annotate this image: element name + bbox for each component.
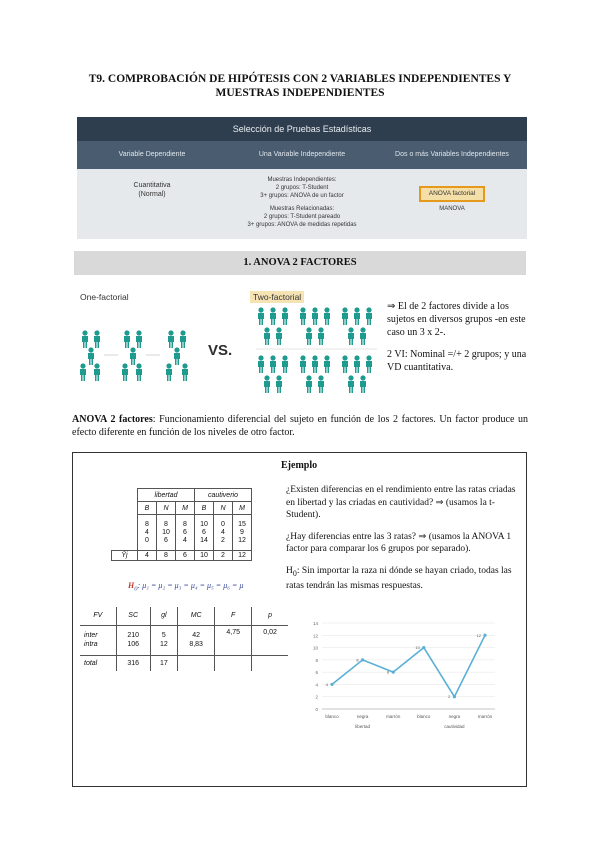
anova-header: gl	[150, 607, 178, 625]
anova-header: MC	[178, 607, 215, 625]
anova-mc: 42 8,83	[178, 625, 215, 655]
y-tick-label: 14	[312, 621, 318, 626]
mean-cell: 6	[176, 551, 195, 561]
col-one-iv: Una Variable Independiente	[258, 151, 346, 158]
manova-label: MANOVA	[439, 206, 465, 212]
one-iv-line: 3+ grupos: ANOVA de medidas repetidas	[247, 222, 357, 228]
one-iv-line: 2 grupos: T-Student pareado	[263, 214, 341, 220]
y-tick-label: 8	[315, 657, 318, 663]
vs-label: VS.	[208, 342, 233, 359]
null-hypothesis-formula: $H_0$: μ₁ = μ₂ = μ₃ = μ₄ = μ₅ = μ₆ = μ	[128, 581, 244, 593]
mean-cell: 12	[233, 551, 252, 561]
col-header: M	[233, 502, 252, 515]
group-label: libertad	[355, 724, 370, 729]
test-selection-table	[77, 117, 527, 239]
anova-total-label: total	[80, 655, 116, 671]
value-cell: 0 4 2	[214, 515, 233, 551]
col-two-iv: Dos o más Variables Independientes	[395, 151, 509, 158]
anova-total-gl: 17	[150, 655, 178, 671]
example-title: Ejemplo	[281, 460, 318, 471]
one-factorial-people-icon	[78, 325, 198, 385]
group-cautiverio: cautiverio	[195, 489, 252, 502]
mean-cell: 2	[214, 551, 233, 561]
mean-cell: 8	[157, 551, 176, 561]
data-label: 6	[386, 669, 390, 675]
data-label: 10	[415, 645, 420, 651]
anova-sc: 210 106	[116, 625, 150, 655]
col-header: B	[138, 502, 157, 515]
value-cell: 8 10 6	[157, 515, 176, 551]
col-header: N	[214, 502, 233, 515]
mean-cell: 10	[195, 551, 214, 561]
y-tick-label: 2	[315, 694, 318, 700]
example-text	[286, 484, 521, 592]
selection-body	[77, 169, 527, 239]
question-1: ¿Existen diferencias en el rendimiento entre las ratas criadas en libertad y las criadas en cautividad? ⇒ (usamos la t-Student).	[286, 485, 516, 520]
data-label: 12	[476, 632, 481, 638]
col-dependent: Variable Dependiente	[118, 151, 186, 158]
data-point	[392, 671, 395, 674]
col-header: M	[176, 502, 195, 515]
data-point	[330, 683, 333, 686]
data-label: 4	[325, 681, 328, 687]
y-tick-label: 10	[312, 645, 318, 651]
anova-table	[80, 607, 288, 671]
dependent-cell: Cuantitativa (Normal)	[133, 182, 171, 198]
one-iv-line: Muestras Relacionadas:	[269, 206, 335, 212]
series-line	[332, 632, 485, 696]
selection-columns	[77, 141, 527, 169]
anova-p: 0,02	[252, 625, 288, 655]
anova-header: F	[215, 607, 252, 625]
anova-definition-text: : Funcionamiento diferencial del sujeto en función de los 2 factores. Un factor produce un efecto diferente en función de los niveles de otro factor.	[72, 414, 528, 438]
value-cell: 8 4 0	[138, 515, 157, 551]
data-point	[483, 634, 486, 637]
x-tick-label: negra	[448, 714, 461, 719]
section-heading: 1. ANOVA 2 FACTORES	[74, 251, 526, 275]
data-point	[361, 658, 364, 661]
y-tick-label: 12	[312, 633, 318, 639]
value-cell: 15 9 12	[233, 515, 252, 551]
group-libertad: libertad	[138, 489, 195, 502]
anova-fv: inter intra	[80, 625, 116, 655]
question-2: ¿Hay diferencias entre las 3 ratas? ⇒ (usamos la ANOVA 1 factor para comparar los 6 grupos por separado).	[286, 531, 512, 554]
anova-header: p	[252, 607, 288, 625]
one-iv-line: Muestras Independientes:	[267, 177, 337, 183]
side-notes	[387, 300, 529, 374]
data-label: 2	[448, 694, 451, 700]
side-note: 2 VI: Nominal =/+ 2 grupos; y una VD cuantitativa.	[387, 349, 527, 373]
anova-gl: 5 12	[150, 625, 178, 655]
one-iv-line: 2 grupos: T-Student	[275, 185, 329, 191]
selection-heading: Selección de Pruebas Estadísticas	[77, 117, 527, 141]
page-title: T9. COMPROBACIÓN DE HIPÓTESIS CON 2 VARIABLES INDEPENDIENTES Y MUESTRAS INDEPENDIENTES	[88, 73, 512, 99]
two-factorial-people-icon	[254, 305, 379, 395]
two-factorial-label: Two-factorial	[250, 291, 304, 303]
h0-statement: $H_0$: Sin importar la raza ni dónde se hayan criado, todas las ratas tendrán las mismas respuestas.	[286, 565, 512, 591]
mean-cell: 4	[138, 551, 157, 561]
value-cell: 10 6 14	[195, 515, 214, 551]
y-tick-label: 6	[315, 670, 318, 676]
anova-header: FV	[80, 607, 116, 625]
x-tick-label: blanco	[325, 714, 339, 719]
anova-definition	[72, 413, 528, 439]
side-note: ⇒ El de 2 factores divide a los sujetos en diversos grupos -en este caso un 3 x 2-.	[387, 301, 526, 338]
means-label: Ȳj	[112, 551, 138, 561]
two-iv-cell	[377, 169, 527, 239]
x-tick-label: blanco	[417, 714, 431, 719]
x-tick-label: negra	[356, 714, 369, 719]
anova-term: ANOVA 2 factores	[72, 414, 153, 425]
anova-f: 4,75	[215, 625, 252, 655]
col-header: N	[157, 502, 176, 515]
anova-header: SC	[116, 607, 150, 625]
value-cell: 8 6 4	[176, 515, 195, 551]
col-header: B	[195, 502, 214, 515]
data-label: 8	[356, 657, 359, 663]
one-iv-cell	[227, 169, 377, 239]
y-tick-label: 4	[315, 682, 318, 688]
one-iv-line: 3+ grupos: ANOVA de un factor	[260, 193, 344, 199]
rat-data-table	[111, 488, 252, 561]
anova-factorial-highlight: ANOVA factorial	[419, 186, 485, 202]
data-point	[422, 646, 425, 649]
x-tick-label: marrón	[386, 714, 401, 719]
one-factorial-label: One-factorial	[80, 292, 129, 302]
x-tick-label: marrón	[477, 714, 493, 719]
means-line-chart	[300, 617, 510, 747]
group-label: cautividad	[444, 724, 465, 729]
anova-total-sc: 316	[116, 655, 150, 671]
y-tick-label: 0	[315, 707, 318, 712]
data-point	[453, 695, 456, 698]
